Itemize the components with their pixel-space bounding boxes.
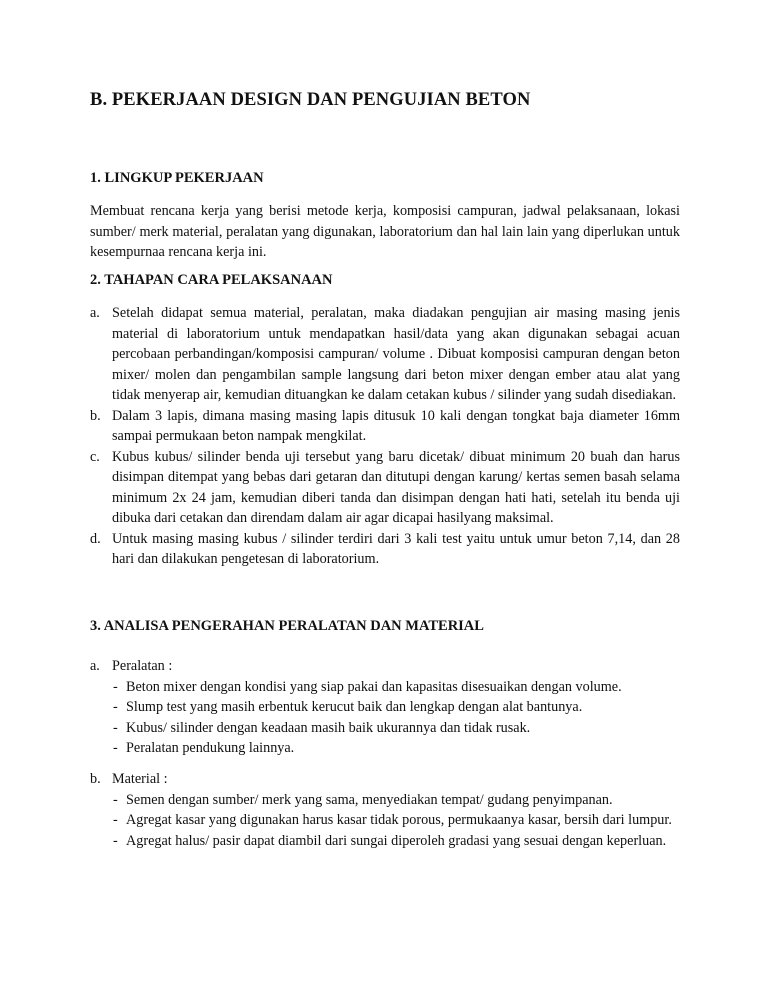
item-text: Setelah didapat semua material, peralatan, maka diadakan pengujian air masing masing jenis material di laboratorium untuk mendapatkan hasil/data yang akan digunakan sebagai acuan percobaan perbandingan/komposisi campuran/ volume . Dibuat komposisi campuran dengan beton mixer/ molen dan pengambilan sample langsung dari beton mixer dengan ember atau alat yang tidak menyerap air, kemudian dituangkan ke dalam cetakan kubus / silinder yang sudah disediakan. — [112, 305, 680, 403]
equipment-group — [90, 656, 680, 759]
material-group — [90, 769, 680, 851]
item-marker: b. — [90, 407, 101, 424]
dash-marker: - — [113, 832, 118, 849]
list-item — [90, 447, 680, 529]
equipment-list — [90, 677, 680, 759]
item-text: Peralatan pendukung lainnya. — [126, 740, 295, 756]
item-text: Agregat kasar yang digunakan harus kasar tidak porous, permukaanya kasar, bersih dari lumpur. — [126, 812, 672, 828]
dash-marker: - — [113, 699, 118, 715]
section-1-heading: 1. LINGKUP PEKERJAAN — [90, 170, 264, 186]
list-item — [90, 677, 680, 698]
list-item — [90, 303, 680, 406]
item-text: Agregat halus/ pasir dapat diambil dari sungai diperoleh gradasi yang sesuai dengan keperluan. — [126, 832, 667, 849]
item-marker: d. — [90, 530, 101, 547]
list-item — [90, 718, 680, 739]
item-text: Semen dengan sumber/ merk yang sama, menyediakan tempat/ gudang penyimpanan. — [126, 791, 613, 808]
item-marker: b. — [90, 771, 101, 787]
sub-list-wrapper — [90, 677, 680, 759]
list-item — [90, 831, 680, 852]
section-2-list — [90, 303, 680, 570]
list-item — [90, 790, 680, 811]
group-label: Material : — [112, 771, 168, 787]
dash-marker: - — [113, 812, 118, 828]
item-text: Slump test yang masih erbentuk kerucut baik dan lengkap dengan alat bantunya. — [126, 699, 583, 715]
item-text: Kubus/ silinder dengan keadaan masih baik ukurannya dan tidak rusak. — [126, 719, 531, 736]
list-item — [90, 529, 680, 570]
dash-marker: - — [113, 791, 118, 808]
item-text: Dalam 3 lapis, dimana masing masing lapis ditusuk 10 kali dengan tongkat baja diameter 16mm sampai permukaan beton nampak mengkilat. — [112, 407, 680, 444]
list-item — [90, 738, 680, 759]
item-text: Kubus kubus/ silinder benda uji tersebut yang baru dicetak/ dibuat minimum 20 buah dan harus disimpan ditempat yang bebas dari getaran dan ditutupi dengan karung/ kertas semen basah selama minimum 2x 24 jam, kemudian diberi tanda dan disimpan dengan hati hati, setelah itu benda uji dibuka dari cetakan dan direndam dalam air agar dicapai hasilyang maksimal. — [112, 448, 680, 526]
list-item — [90, 406, 680, 447]
material-list — [90, 790, 680, 852]
item-marker: a. — [90, 658, 100, 674]
dash-marker: - — [113, 678, 118, 695]
sub-list-wrapper — [90, 790, 680, 852]
dash-marker: - — [113, 740, 118, 756]
item-marker: c. — [90, 448, 100, 465]
item-text: Untuk masing masing kubus / silinder terdiri dari 3 kali test yaitu untuk umur beton 7,14, dan 28 hari dan dilakukan pengetesan di laboratorium. — [112, 530, 680, 567]
section-3-heading: 3. ANALISA PENGERAHAN PERALATAN DAN MATERIAL — [90, 618, 484, 634]
group-label-row — [90, 769, 680, 790]
list-item — [90, 810, 680, 831]
item-marker: a. — [90, 305, 100, 321]
dash-marker: - — [113, 719, 118, 736]
group-label-row — [90, 656, 680, 677]
list-item — [90, 697, 680, 718]
document-title: B. PEKERJAAN DESIGN DAN PENGUJIAN BETON — [90, 90, 531, 110]
group-label: Peralatan : — [112, 658, 173, 674]
section-2-heading: 2. TAHAPAN CARA PELAKSANAAN — [90, 272, 333, 288]
item-text: Beton mixer dengan kondisi yang siap pakai dan kapasitas disesuaikan dengan volume. — [126, 678, 622, 695]
section-1-paragraph: Membuat rencana kerja yang berisi metode kerja, komposisi campuran, jadwal pelaksanaan, lokasi sumber/ merk material, peralatan yang digunakan, laboratorium dan hal lain lain yang diperlukan untuk kesempurnaa rencana kerja ini. — [90, 203, 680, 260]
